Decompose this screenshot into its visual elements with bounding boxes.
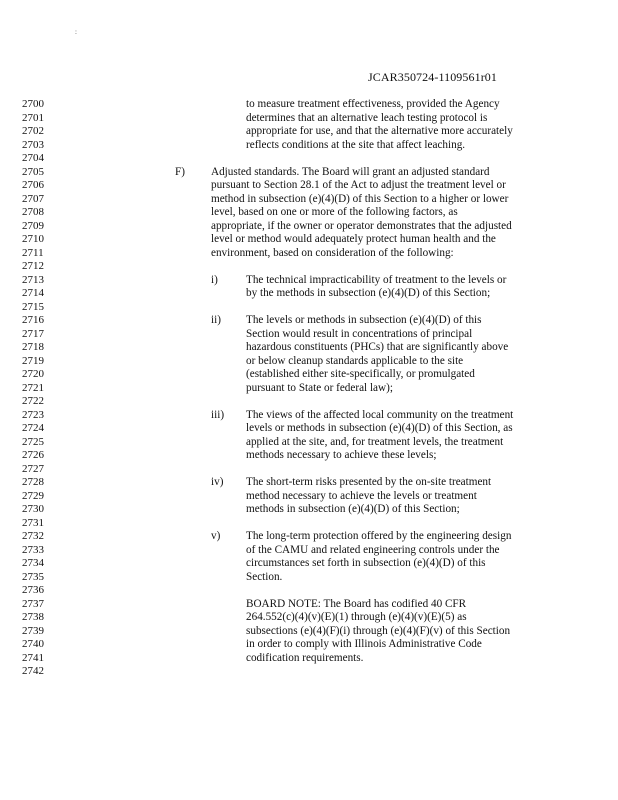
text-line: method necessary to achieve the levels or treatment	[246, 489, 477, 502]
text-line: pursuant to Section 28.1 of the Act to adjust the treatment level or	[211, 179, 506, 191]
line-number: 2701	[22, 111, 44, 124]
text-line: The technical impracticability of treatment to the levels or	[246, 273, 507, 286]
line-number: 2724	[22, 422, 44, 434]
text-line: Section.	[246, 570, 283, 583]
line-number-column	[22, 98, 62, 679]
line-number: 2720	[22, 368, 44, 380]
line-number: 2707	[22, 192, 44, 205]
item-v-paragraph	[246, 530, 511, 584]
item-i-paragraph	[246, 274, 506, 301]
line-number: 2727	[22, 462, 44, 475]
line-number: 2712	[22, 260, 44, 272]
line-number: 2736	[22, 584, 44, 596]
line-number: 2718	[22, 341, 44, 353]
line-number: 2714	[22, 287, 44, 299]
line-number: 2730	[22, 503, 44, 515]
line-number: 2735	[22, 570, 44, 583]
continuation-paragraph	[246, 98, 513, 152]
line-number: 2713	[22, 273, 44, 286]
line-number: 2715	[22, 300, 44, 313]
line-number: 2702	[22, 125, 44, 137]
line-number: 2703	[22, 138, 44, 151]
text-line: in order to comply with Illinois Administrative Code	[246, 638, 482, 650]
section-f-paragraph	[211, 166, 512, 261]
text-line: Adjusted standards. The Board will grant an adjusted standard	[211, 165, 490, 178]
text-line: environment, based on consideration of the following:	[211, 246, 454, 259]
text-line: of the CAMU and related engineering controls under the	[246, 543, 500, 556]
text-line: by the methods in subsection (e)(4)(D) of this Section;	[246, 287, 491, 299]
line-number: 2731	[22, 516, 44, 529]
text-line: level, based on one or more of the following factors, as	[211, 206, 458, 218]
line-number: 2738	[22, 611, 44, 623]
item-iii-marker: iii)	[211, 408, 225, 421]
text-line: method in subsection (e)(4)(D) of this Section to a higher or lower	[211, 192, 509, 205]
line-number: 2704	[22, 152, 44, 164]
text-line: BOARD NOTE: The Board has codified 40 CFR	[246, 597, 467, 610]
line-number: 2709	[22, 219, 44, 232]
section-f-marker: F)	[175, 165, 185, 178]
text-line: level or method would adequately protect human health and the	[211, 233, 496, 245]
line-number: 2705	[22, 165, 44, 178]
document-id-header: JCAR350724-1109561r01	[368, 70, 497, 84]
item-ii-marker: ii)	[211, 314, 221, 326]
corner-mark: :	[75, 28, 77, 36]
text-line: 264.552(c)(4)(v)(E)(1) through (e)(4)(v)(E)(5) as	[246, 611, 467, 623]
line-number: 2742	[22, 665, 44, 677]
line-number: 2726	[22, 449, 44, 461]
text-line: applied at the site, and, for treatment levels, the treatment	[246, 435, 504, 448]
line-number: 2734	[22, 557, 44, 569]
line-number: 2733	[22, 543, 44, 556]
text-line: codification requirements.	[246, 651, 364, 664]
item-iv-marker: iv)	[211, 476, 224, 488]
text-line: The views of the affected local community on the treatment	[246, 408, 514, 421]
line-number: 2710	[22, 233, 44, 245]
item-i-marker: i)	[211, 273, 218, 286]
text-line: determines that an alternative leach testing protocol is	[246, 111, 488, 124]
item-iii-paragraph	[246, 409, 513, 463]
item-iv-paragraph	[246, 476, 491, 517]
line-number: 2729	[22, 489, 44, 502]
line-number: 2716	[22, 314, 44, 326]
text-line: The levels or methods in subsection (e)(4)(D) of this	[246, 314, 482, 326]
text-line: The long-term protection offered by the engineering design	[246, 530, 512, 542]
line-number: 2721	[22, 381, 44, 394]
text-line: (established either site-specifically, or promulgated	[246, 368, 475, 380]
line-number: 2700	[22, 98, 44, 110]
text-line: or below cleanup standards applicable to the site	[246, 354, 464, 367]
line-number: 2741	[22, 651, 44, 664]
line-number: 2722	[22, 395, 44, 407]
text-line: subsections (e)(4)(F)(i) through (e)(4)(F)(v) of this Section	[246, 624, 511, 637]
line-number: 2737	[22, 597, 44, 610]
text-line: appropriate for use, and that the alternative more accurately	[246, 125, 513, 137]
text-line: to measure treatment effectiveness, provided the Agency	[246, 98, 500, 110]
line-number: 2740	[22, 638, 44, 650]
line-number: 2723	[22, 408, 44, 421]
board-note-paragraph	[246, 598, 510, 666]
text-line: levels or methods in subsection (e)(4)(D) of this Section, as	[246, 422, 513, 434]
text-line: reflects conditions at the site that affect leaching.	[246, 138, 466, 151]
line-number: 2725	[22, 435, 44, 448]
line-number: 2708	[22, 206, 44, 218]
line-number: 2706	[22, 179, 44, 191]
line-number: 2739	[22, 624, 44, 637]
text-line: Section would result in concentrations of principal	[246, 327, 473, 340]
item-ii-paragraph	[246, 314, 508, 395]
item-v-marker: v)	[211, 530, 221, 542]
text-line: circumstances set forth in subsection (e)(4)(D) of this	[246, 557, 486, 569]
line-number: 2719	[22, 354, 44, 367]
text-line: methods in subsection (e)(4)(D) of this Section;	[246, 503, 460, 515]
text-line: methods necessary to achieve these levels;	[246, 449, 437, 461]
text-line: The short-term risks presented by the on-site treatment	[246, 476, 492, 488]
line-number: 2711	[22, 246, 44, 259]
text-line: pursuant to State or federal law);	[246, 381, 393, 394]
text-line: appropriate, if the owner or operator demonstrates that the adjusted	[211, 219, 512, 232]
line-number: 2732	[22, 530, 44, 542]
text-line: hazardous constituents (PHCs) that are significantly above	[246, 341, 509, 353]
line-number: 2717	[22, 327, 44, 340]
line-number: 2728	[22, 476, 44, 488]
